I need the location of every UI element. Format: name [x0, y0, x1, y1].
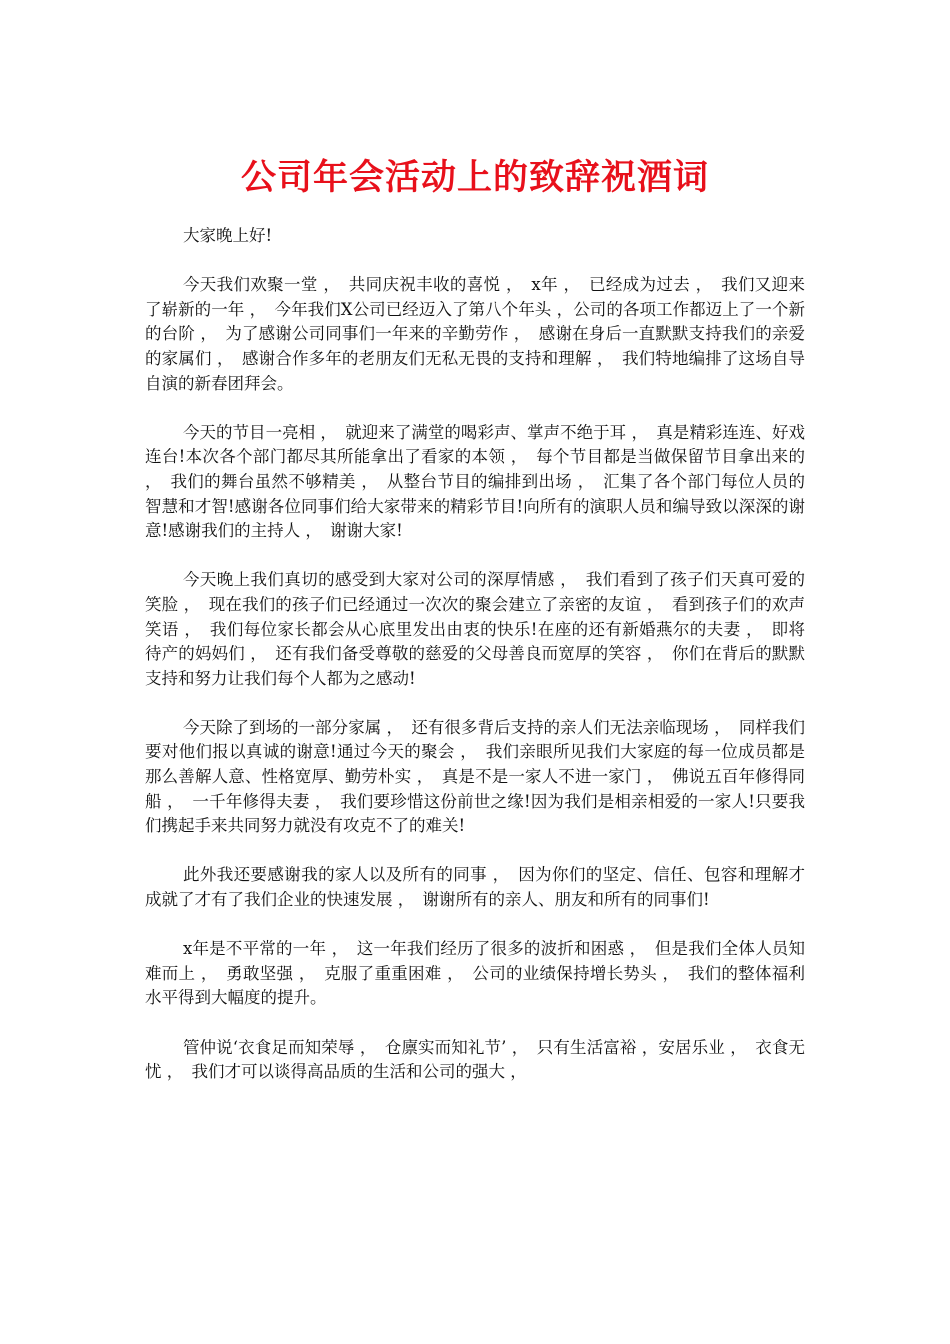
- paragraph: 今天晚上我们真切的感受到大家对公司的深厚情感 ， 我们看到了孩子们天真可爱的笑脸 ， 现在我们的孩子们已经通过一次次的聚会建立了亲密的友谊 ， 看到孩子们的欢声笑语 ， 我们每位家长都会从心底里发出由衷的快乐!在座的还有新婚燕尔的夫妻 ， 即将待产的妈妈们 ， 还有我们备受尊敬的慈爱的父母善良而宽厚的笑容 ， 你们在背后的默默支持和努力让我们每个人都为之感动!: [145, 570, 805, 688]
- paragraph: x年是不平常的一年 ， 这一年我们经历了很多的波折和困惑 ， 但是我们全体人员知难而上 ， 勇敢坚强 ， 克服了重重困难 ， 公司的业绩保持增长势头 ， 我们的整体福利水平得到大幅度的提升。: [145, 939, 805, 1008]
- paragraph: 今天的节目一亮相 ， 就迎来了满堂的喝彩声、掌声不绝于耳 ， 真是精彩连连、好戏连台!本次各个部门都尽其所能拿出了看家的本领 ， 每个节目都是当做保留节目拿出来的 ， 我们的舞台虽然不够精美 ， 从整台节目的编排到出场 ， 汇集了各个部门每位人员的智慧和才智!感谢各位同事们给大家带来的精彩节目!向所有的演职人员和编导致以深深的谢意!感谢我们的主持人 ， 谢谢大家!: [145, 422, 805, 541]
- paragraph: 今天我们欢聚一堂 ， 共同庆祝丰收的喜悦 ， x年 ， 已经成为过去 ， 我们又迎来了崭新的一年 ， 今年我们X公司已经迈入了第八个年头 ，公司的各项工作都迈上了一个新的台阶 ， 为了感谢公司同事们一年来的辛勤劳作 ， 感谢在身后一直默默支持我们的亲爱的家属们 ， 感谢合作多年的老朋友们无私无畏的支持和理解 ， 我们特地编排了这场自导自演的新春团拜会。: [145, 275, 805, 393]
- paragraph: 今天除了到场的一部分家属 ， 还有很多背后支持的亲人们无法亲临现场 ， 同样我们要对他们报以真诚的谢意!通过今天的聚会 ， 我们亲眼所见我们大家庭的每一位成员都是那么善解人意、性格宽厚、勤劳朴实 ， 真是不是一家人不进一家门 ， 佛说五百年修得同船 ， 一千年修得夫妻 ， 我们要珍惜这份前世之缘!因为我们是相亲相爱的一家人!只要我们携起手来共同努力就没有攻克不了的难关!: [145, 717, 805, 836]
- document-body: [145, 224, 805, 1109]
- paragraph: 此外我还要感谢我的家人以及所有的同事 ， 因为你们的坚定、信任、包容和理解才成就了才有了我们企业的快速发展 ， 谢谢所有的亲人、朋友和所有的同事们!: [145, 865, 805, 910]
- paragraph-greeting: 大家晚上好!: [182, 226, 273, 245]
- document-title: 公司年会活动上的致辞祝酒词: [240, 157, 709, 198]
- paragraph: 管仲说‘衣食足而知荣辱 ， 仓廪实而知礼节’ ， 只有生活富裕 ，安居乐业 ， 衣食无忧 ， 我们才可以谈得高品质的生活和公司的强大 ，: [145, 1037, 805, 1082]
